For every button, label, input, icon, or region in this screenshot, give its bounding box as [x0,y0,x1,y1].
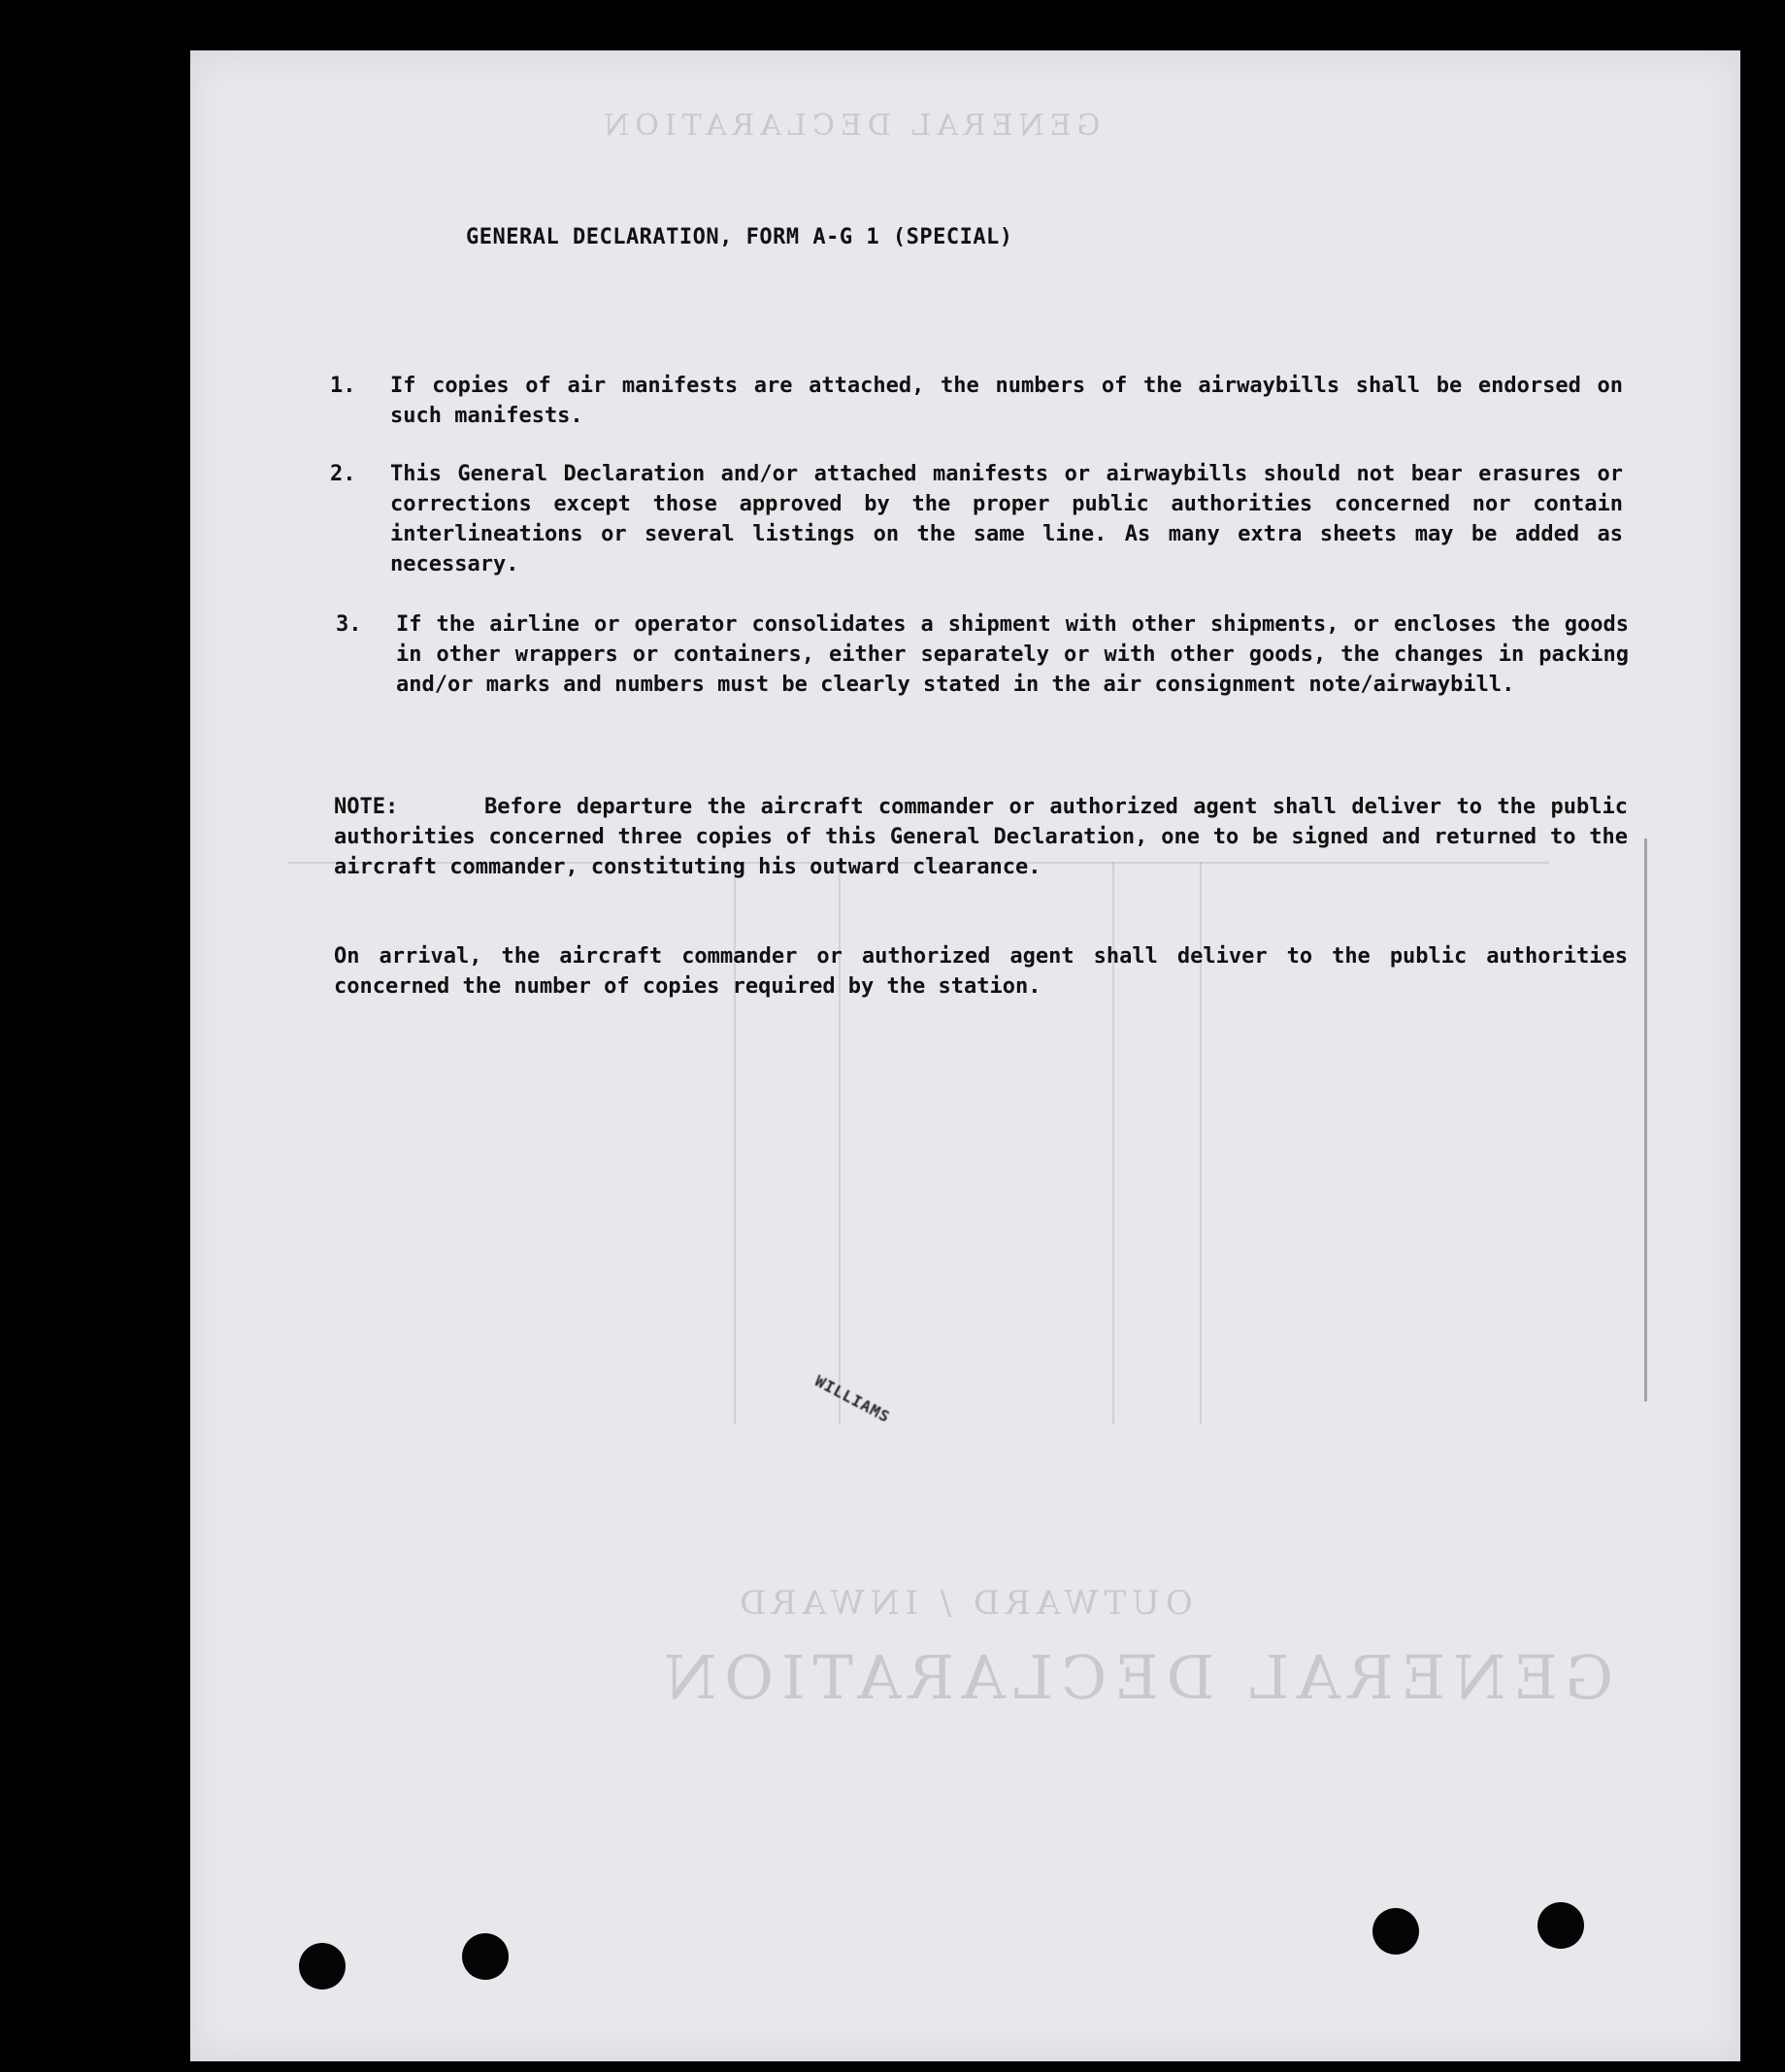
punch-hole [462,1933,509,1980]
stamp-mark: WILLIAMS [811,1371,894,1427]
note-label: NOTE: [334,795,399,819]
item-number: 2. [330,462,356,486]
item-number: 1. [330,374,356,398]
item-number: 3. [336,612,362,637]
arrival-paragraph: On arrival, the aircraft commander or authorized agent shall deliver to the public authorities concerned the number of copies required by the station. [334,944,1628,999]
note-paragraph [334,792,1628,882]
item-text: If the airline or operator consolidates a shipment with other shipments, or encloses the goods in other wrappers or containers, either separately or with other goods, the changes in packing and/or marks and numbers must be clearly stated in the air consignment note/airwaybill. [396,612,1629,697]
bleed-through-text: GENERAL DECLARATION [656,1642,1613,1713]
bleed-through-text: OUTWARD / INWARD [734,1584,1193,1623]
item-text: If copies of air manifests are attached, the numbers of the airwaybills shall be endorsed on such manifests. [390,374,1623,428]
document-page [190,50,1740,2061]
item-text: This General Declaration and/or attached manifests or airwaybills should not bear erasures or corrections except those approved by the proper public authorities concerned nor contain interlineations or several listings on the same line. As many extra sheets may be added as necessary. [390,462,1623,576]
note-text: Before departure the aircraft commander or authorized agent shall deliver to the public authorities concerned three copies of this General Declaration, one to be signed and returned to the aircraft commander, constituting his outward clearance. [334,795,1628,879]
punch-hole [1372,1908,1419,1955]
punch-hole [1537,1902,1584,1949]
bleed-through-text: GENERAL DECLARATION [598,109,1101,143]
document-title: GENERAL DECLARATION, FORM A-G 1 (SPECIAL) [466,225,1013,249]
punch-hole [299,1943,346,1990]
